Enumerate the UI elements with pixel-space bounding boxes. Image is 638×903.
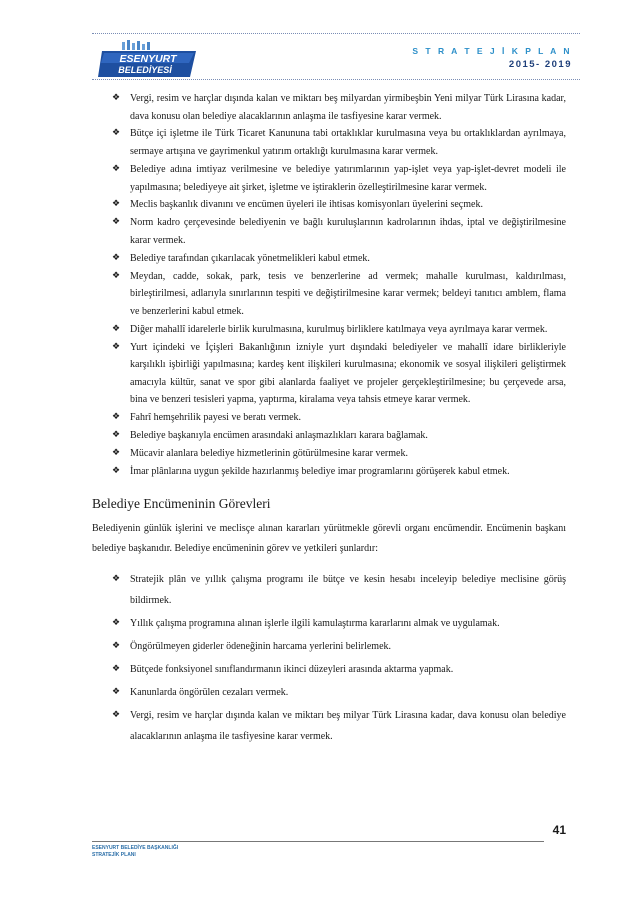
header-years: 2015- 2019 bbox=[508, 59, 572, 70]
list-item bbox=[92, 268, 566, 321]
list-item bbox=[92, 682, 566, 703]
list-item bbox=[92, 659, 566, 680]
list-item bbox=[92, 569, 566, 611]
list-item-text: Stratejik plân ve yıllık çalışma programı ile bütçe ve kesin hesabı inceleyip belediye meclisine görüş bildirmek. bbox=[130, 573, 566, 606]
header-bottom-dotted-rule bbox=[92, 79, 580, 80]
diamond-bullet-icon: ❖ bbox=[112, 128, 121, 139]
list-item-text: Bütçede fonksiyonel sınıflandırmanın ikinci düzeyleri arasında aktarma yapmak. bbox=[130, 663, 454, 675]
list-item-text: Vergi, resim ve harçlar dışında kalan ve miktarı beş milyardan yirmibeşbin Yeni milyar Türk Lirasına kadar, dava konusu olan belediye alacaklarının anlaşma ile tasfiyesine karar vermek. bbox=[130, 93, 566, 122]
list-item-text: Mücavir alanlara belediye hizmetlerinin götürülmesine karar vermek. bbox=[130, 448, 408, 460]
page-header bbox=[92, 33, 580, 81]
list-item-text: Belediye başkanıyla encümen arasındaki anlaşmazlıkları karara bağlamak. bbox=[130, 430, 428, 442]
diamond-bullet-icon: ❖ bbox=[112, 448, 121, 459]
diamond-bullet-icon: ❖ bbox=[112, 341, 121, 352]
list-item bbox=[92, 321, 566, 339]
list-item bbox=[92, 250, 566, 268]
list-item bbox=[92, 339, 566, 409]
svg-text:ESENYURT: ESENYURT bbox=[119, 53, 177, 65]
list-item-text: Meclis başkanlık divanını ve encümen üyeleri ile ihtisas komisyonları üyelerini seçmek. bbox=[130, 199, 483, 211]
committee-duties-list bbox=[92, 569, 566, 747]
list-item-text: Meydan, cadde, sokak, park, tesis ve benzerlerine ad vermek; mahalle kurulması, kaldırılması, birleştirilmesi, adlarıyla sınırlarının tespiti ve değiştirilmesine karar vermek; beldeyi tanıtıcı amblem, flama ve benzerlerini kabul etmek. bbox=[130, 270, 566, 317]
list-item bbox=[92, 196, 566, 214]
diamond-bullet-icon: ❖ bbox=[112, 163, 121, 174]
diamond-bullet-icon: ❖ bbox=[112, 617, 121, 628]
header-top-dotted-rule bbox=[92, 33, 580, 34]
esenyurt-logo bbox=[98, 39, 200, 79]
diamond-bullet-icon: ❖ bbox=[112, 270, 121, 281]
list-item bbox=[92, 613, 566, 634]
list-item bbox=[92, 445, 566, 463]
list-item-text: Yıllık çalışma programına alınan işlerle ilgili kamulaştırma kararlarını almak ve uygulamak. bbox=[130, 617, 500, 629]
footer-org-line1: ESENYURT BELEDİYE BAŞKANLIĞI bbox=[92, 845, 179, 851]
list-item bbox=[92, 125, 566, 160]
svg-text:BELEDİYESİ: BELEDİYESİ bbox=[118, 65, 172, 75]
diamond-bullet-icon: ❖ bbox=[112, 573, 121, 584]
list-item-text: Bütçe içi işletme ile Türk Ticaret Kanununa tabi ortaklıklar kurulmasına veya bu ortaklıklardan ayrılmaya, sermaye artışına ve gayrimenkul yatırım ortaklığı kurulmasına karar vermek. bbox=[130, 128, 566, 158]
diamond-bullet-icon: ❖ bbox=[112, 199, 121, 210]
list-item bbox=[92, 636, 566, 657]
list-item bbox=[92, 90, 566, 125]
list-item-text: Norm kadro çerçevesinde belediyenin ve bağlı kuruluşlarının kadrolarının ihdas, iptal ve değiştirilmesine karar vermek. bbox=[130, 217, 566, 246]
council-duties-list bbox=[92, 90, 566, 481]
footer-org bbox=[92, 845, 178, 859]
list-item-text: Belediye tarafından çıkarılacak yönetmelikleri kabul etmek. bbox=[130, 252, 370, 264]
list-item bbox=[92, 463, 566, 481]
header-title: S T R A T E J İ K P L A N bbox=[412, 46, 572, 56]
list-item-text: Diğer mahallî idarelerle birlik kurulmasına, kurulmuş birliklere katılmaya veya ayrılmaya karar vermek. bbox=[130, 323, 548, 335]
list-item bbox=[92, 409, 566, 427]
list-item bbox=[92, 161, 566, 196]
section-paragraph: Belediyenin günlük işlerini ve meclisçe alınan kararları yürütmekle görevli organı encümendir. Encümenin başkanı belediye başkanıdır. Belediye encümeninin görev ve yetkileri şunlardır: bbox=[92, 522, 566, 554]
list-item-text: Öngörülmeyen giderler ödeneğinin harcama yerlerini belirlemek. bbox=[130, 640, 392, 652]
main-content bbox=[92, 90, 566, 749]
diamond-bullet-icon: ❖ bbox=[112, 93, 121, 103]
diamond-bullet-icon: ❖ bbox=[112, 252, 121, 263]
diamond-bullet-icon: ❖ bbox=[112, 640, 121, 651]
diamond-bullet-icon: ❖ bbox=[112, 466, 121, 477]
footer-org-line2: STRATEJİK PLANI bbox=[92, 852, 136, 858]
list-item bbox=[92, 214, 566, 249]
diamond-bullet-icon: ❖ bbox=[112, 663, 121, 674]
page-number: 41 bbox=[552, 823, 566, 837]
diamond-bullet-icon: ❖ bbox=[112, 430, 121, 441]
list-item-text: Kanunlarda öngörülen cezaları vermek. bbox=[130, 686, 289, 698]
diamond-bullet-icon: ❖ bbox=[112, 686, 121, 697]
diamond-bullet-icon: ❖ bbox=[112, 323, 121, 334]
list-item-text: Belediye adına imtiyaz verilmesine ve belediye yatırımlarının yap-işlet veya yap-işlet-devret modeli ile yapılmasına; belediyeye ait şirket, işletme ve iştiraklerin özelleştirilmesine karar vermek. bbox=[130, 163, 566, 193]
list-item-text: İmar plânlarına uygun şekilde hazırlanmış belediye imar programlarını görüşerek kabul etmek. bbox=[130, 466, 510, 478]
footer-rule bbox=[92, 841, 544, 842]
diamond-bullet-icon: ❖ bbox=[112, 709, 121, 720]
list-item bbox=[92, 705, 566, 747]
list-item-text: Vergi, resim ve harçlar dışında kalan ve miktarı beş milyar Türk Lirasına kadar, dava konusu olan belediye alacaklarının anlaşma ile tasfiyesine karar vermek. bbox=[130, 709, 566, 742]
diamond-bullet-icon: ❖ bbox=[112, 412, 121, 423]
diamond-bullet-icon: ❖ bbox=[112, 217, 121, 228]
list-item-text: Yurt içindeki ve İçişleri Bakanlığının izniyle yurt dışındaki belediyeler ve mahallî idare birlikleriyle karşılıklı işbirliği yapılmasına; kardeş kent ilişkileri kurulmasına; ekonomik ve sosyal ilişkileri geliştirmek amacıyla kültür, sanat ve spor gibi alanlarda faaliyet ve projeler gerçekleştirilmesine; bu çerçevede arsa, bina ve benzeri tesisleri yapma, yaptırma, kiralama veya tahsis etmeye karar vermek. bbox=[130, 341, 566, 406]
list-item bbox=[92, 427, 566, 445]
list-item-text: Fahrî hemşehrilik payesi ve beratı vermek. bbox=[130, 412, 302, 424]
section-title: Belediye Encümeninin Görevleri bbox=[92, 495, 271, 511]
